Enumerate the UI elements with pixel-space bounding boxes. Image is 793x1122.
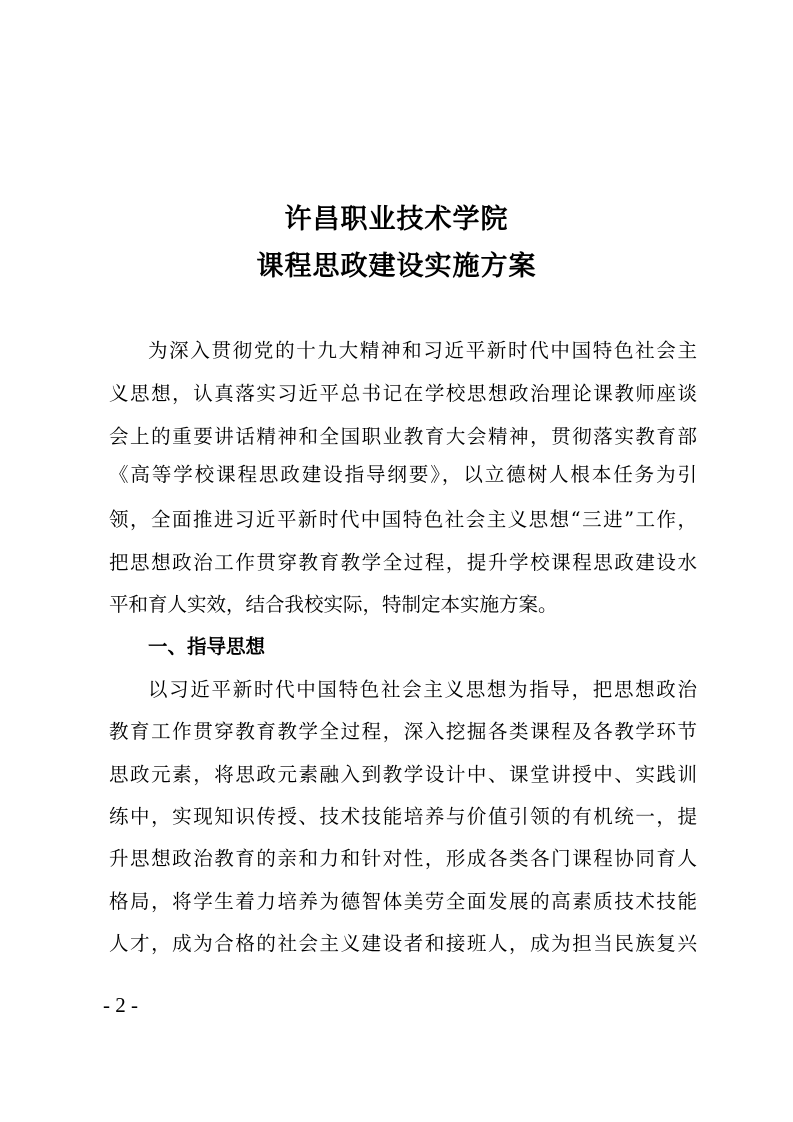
paragraph-line: 人才，成为合格的社会主义建设者和接班人，成为担当民族复兴	[109, 932, 697, 955]
paragraph-line: 升思想政治教育的亲和力和针对性，形成各类各门课程协同育人	[109, 847, 697, 870]
paragraph-line: 把思想政治工作贯穿教育教学全过程，提升学校课程思政建设水	[109, 551, 697, 574]
paragraph-line: 格局，将学生着力培养为德智体美劳全面发展的高素质技术技能	[109, 890, 697, 913]
paragraph-line: 练中，实现知识传授、技术技能培养与价值引领的有机统一，提	[109, 805, 697, 828]
paragraph-line: 义思想，认真落实习近平总书记在学校思想政治理论课教师座谈	[109, 382, 697, 405]
paragraph-line: 《高等学校课程思政建设指导纲要》，以立德树人根本任务为引	[109, 463, 697, 486]
document-title-line-2: 课程思政建设实施方案	[256, 251, 537, 282]
page-number: - 2 -	[103, 993, 138, 1017]
paragraph-line: 平和育人实效，结合我校实际，特制定本实施方案。	[109, 593, 558, 616]
paragraph-line: 领，全面推进习近平新时代中国特色社会主义思想“三进”工作，	[109, 508, 697, 531]
document-title-line-1: 许昌职业技术学院	[284, 204, 509, 235]
paragraph-line: 思政元素，将思政元素融入到教学设计中、课堂讲授中、实践训	[109, 763, 697, 786]
paragraph-line: 以习近平新时代中国特色社会主义思想为指导，把思想政治	[148, 678, 697, 701]
paragraph-line: 为深入贯彻党的十九大精神和习近平新时代中国特色社会主	[148, 339, 697, 362]
section-heading: 一、指导思想	[148, 635, 266, 658]
paragraph-line: 教育工作贯穿教育教学全过程，深入挖掘各类课程及各教学环节	[109, 720, 697, 743]
paragraph-line: 会上的重要讲话精神和全国职业教育大会精神，贯彻落实教育部	[109, 425, 697, 448]
